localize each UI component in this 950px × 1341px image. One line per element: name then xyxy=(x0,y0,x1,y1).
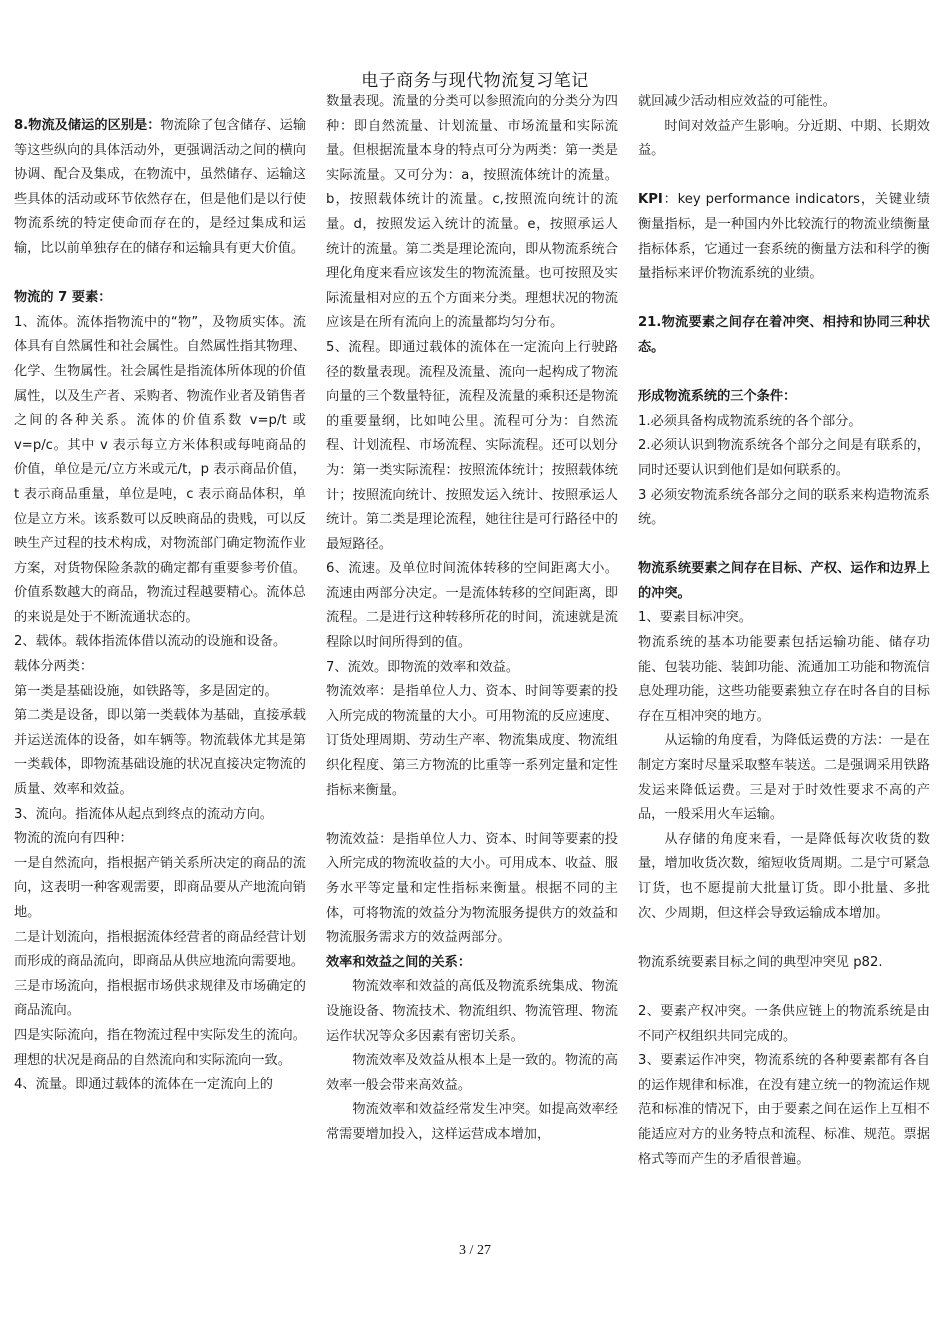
paragraph-text: ：key performance indicators，关键业绩衡量指标，是一种国内外比较流行的物流业绩衡量指标体系，它通过一套系统的衡量方法和科学的衡量指标来评价物流系统的业绩。 xyxy=(638,192,930,282)
paragraph-text: 5、流程。即通过载体的流体在一定流向上行驶路径的数量表现。流程及流量、流向一起构成了物流向量的三个数量特征，流程及流量的乘积还是物流的重要量纲，比如吨公里。流程可分为：自然流程、计划流程、市场流程、实际流程。还可以划分为：第一类实际流程：按照流体统计；按照载体统计；按照流向统计、按照发运入统计、按照承运人统计。第二类是理论流程，她往往是可行路径中的最短路径。 xyxy=(326,339,618,552)
paragraph xyxy=(14,827,306,852)
paragraph-text: 物流系统的基本功能要素包括运输功能、储存功能、包装功能、装卸功能、流通加工功能和物流信息处理功能，这些功能要素独立存在时各自的目标存在互相冲突的地方。 xyxy=(638,635,930,724)
text-column-right xyxy=(638,90,930,1172)
paragraph-text: 1.必须具备构成物流系统的各个部分。 xyxy=(638,413,862,429)
paragraph-text: 2、载体。载体指流体借以流动的设施和设备。 xyxy=(14,634,287,650)
blank-line xyxy=(638,361,930,386)
paragraph-text: 数量表现。流量的分类可以参照流向的分类分为四种：即自然流量、计划流量、市场流量和实际流量。但根据流量本身的特点可分为两类：第一类是实际流量。又可分为：a，按照流体统计的流量。b，按照载体统计的流量。c,按照流向统计的流量。d，按照发运入统计的流量。e，按照承运人统计的流量。第二类是理论流向，即从物流系统合理化角度来看应该发生的物流流量。也可按照及实际流量相对应的五个方面来分类。理想状况的物流应该是在所有流向上的流量都均匀分布。 xyxy=(326,94,618,331)
paragraph xyxy=(14,311,306,631)
section-heading xyxy=(638,557,930,606)
paragraph xyxy=(326,1098,618,1147)
paragraph xyxy=(638,1000,930,1049)
paragraph xyxy=(326,90,618,336)
paragraph xyxy=(638,729,930,827)
paragraph-text: 一是自然流向，指根据产销关系所决定的商品的流向，这表明一种客观需要，即商品要从产地流向销地。 xyxy=(14,855,306,920)
paragraph-text: 物流效率和效益的高低及物流系统集成、物流设施设备、物流技术、物流组织、物流管理、物流运作状况等众多因素有密切关系。 xyxy=(326,979,618,1044)
page-current: 3 xyxy=(459,1243,467,1258)
paragraph xyxy=(14,630,306,655)
paragraph xyxy=(14,655,306,680)
paragraph-text: 物流系统要素之间存在目标、产权、运作和边界上的冲突。 xyxy=(638,561,930,601)
paragraph-text: 从运输的角度看，为降低运费的方法：一是在制定方案时尽量采取整车装送。二是强调采用铁路发运来降低运费。三是对于时效性要求不高的产品，一般采用火车运输。 xyxy=(638,733,930,823)
paragraph-text: 物流的流向有四种： xyxy=(14,831,133,847)
paragraph-text: 三是市场流向，指根据市场供求规律及市场确定的商品流向。 xyxy=(14,978,306,1019)
paragraph-text: 二是计划流向，指根据流体经营者的商品经营计划而形成的商品流向，即商品从供应地流向需要地。 xyxy=(14,929,306,970)
paragraph xyxy=(638,410,930,435)
paragraph-text: 物流除了包含储存、运输等这些纵向的具体活动外，更强调活动之间的横向协调、配合及集成，在物流中，虽然储存、运输这些具体的活动或环节依然存在，但是他们是以行使物流系统的特定使命而存在的，是经过集成和运输，比以前单独存在的储存和运输具有更大价值。 xyxy=(14,118,307,256)
blank-line xyxy=(14,262,306,287)
bold-lead: 8.物流及储运的区别是： xyxy=(14,118,161,133)
paragraph xyxy=(14,1073,306,1098)
paragraph-text: 21.物流要素之间存在着冲突、相持和协同三种状态。 xyxy=(638,315,930,355)
paragraph xyxy=(638,434,930,483)
bold-lead: KPI xyxy=(638,192,663,208)
paragraph-text: 第一类是基础设施，如铁路等，多是固定的。 xyxy=(14,683,278,699)
paragraph-text: 就回减少活动相应效益的可能性。 xyxy=(638,94,836,109)
paragraph xyxy=(638,90,930,115)
section-heading xyxy=(638,311,930,360)
paragraph xyxy=(638,631,930,729)
section-heading xyxy=(638,385,930,410)
paragraph xyxy=(638,188,930,286)
paragraph xyxy=(326,656,618,681)
blank-line xyxy=(638,533,930,558)
paragraph xyxy=(638,828,930,926)
blank-line xyxy=(326,803,618,828)
paragraph-text: 形成物流系统的三个条件： xyxy=(638,389,797,405)
paragraph xyxy=(638,1049,930,1172)
paragraph-text: 1、流体。流体指物流中的“物”，及物质实体。流体具有自然属性和社会属性。自然属性指其物理、化学、生物属性。社会属性是指流体所体现的价值属性，以及生产者、采购者、物流作业者及销售者之间的各种关系。流体的价值系数 v=p/t 或 v=p/c。其中 v 表示每立方米体积或每吨商品的价值，单位是元/立方米或元/t，p 表示商品价值，t 表示商品重量，单位是吨，c 表示商品体积，单位是立方米。该系数可以反映商品的贵贱，可以反映生产过程的技术构成，对物流部门确定物流作业方案，对货物保险条款的确定都有重要参考价值。价值系数越大的商品，物流过程越要精心。流体总的来说是处于不断流通状态的。 xyxy=(14,314,306,625)
paragraph xyxy=(638,606,930,631)
paragraph-text: 3、要素运作冲突，物流系统的各种要素都有各自的运作规律和标准，在没有建立统一的物流运作规范和标准的情况下，由于要素之间在运作上互相不能适应对方的业务特点和流程、标准、规范。票据格式等而产生的矛盾很普遍。 xyxy=(638,1053,930,1167)
paragraph xyxy=(638,484,930,533)
paragraph xyxy=(326,828,618,951)
paragraph xyxy=(14,680,306,705)
paragraph-text: 时间对效益产生影响。分近期、中期、长期效益。 xyxy=(638,118,930,159)
section-heading xyxy=(326,951,618,976)
document-title: 电子商务与现代物流复习笔记 xyxy=(361,71,589,91)
paragraph-text: 6、流速。及单位时间流体转移的空间距离大小。流速由两部分决定。一是流体转移的空间距离，即流程。二是进行这种转移所花的时间，流速就是流程除以时间所得到的值。 xyxy=(326,561,618,651)
paragraph-text: 效率和效益之间的关系： xyxy=(326,954,472,970)
paragraph-text: 物流效益：是指单位人力、资本、时间等要素的投入所完成的物流收益的大小。可用成本、收益、服务水平等定量和定性指标来衡量。根据不同的主体，可将物流的效益分为物流服务提供方的效益和物流服务需求方的效益两部分。 xyxy=(326,831,618,946)
paragraph-text: 4、流量。即通过载体的流体在一定流向上的 xyxy=(14,1077,273,1093)
paragraph-text: 载体分两类： xyxy=(14,659,94,675)
paragraph-text: 第二类是设备，即以第一类载体为基础，直接承载并运送流体的设备，如车辆等。物流载体尤其是第一类载体，即物流基础设施的状况直接决定物流的质量、效率和效益。 xyxy=(14,708,306,798)
page-total: 27 xyxy=(476,1243,491,1258)
paragraph xyxy=(326,975,618,1049)
paragraph-text: 3 必须安物流系统各部分之间的联系来构造物流系统。 xyxy=(638,487,930,528)
text-column-left xyxy=(14,114,306,1098)
paragraph xyxy=(14,1024,306,1073)
paragraph-text: 2、要素产权冲突。一条供应链上的物流系统是由不同产权组织共同完成的。 xyxy=(638,1003,930,1044)
paragraph-text: 物流的 7 要素： xyxy=(14,290,112,306)
blank-line xyxy=(638,287,930,312)
blank-line xyxy=(638,975,930,1000)
paragraph xyxy=(326,336,618,557)
paragraph-text: 3、流向。指流体从起点到终点的流动方向。 xyxy=(14,806,273,822)
paragraph xyxy=(14,704,306,802)
paragraph xyxy=(14,803,306,828)
paragraph-text: 四是实际流向，指在物流过程中实际发生的流向。理想的状况是商品的自然流向和实际流向一致。 xyxy=(14,1027,306,1068)
paragraph xyxy=(14,852,306,926)
paragraph-text: 7、流效。即物流的效率和效益。 xyxy=(326,659,520,675)
paragraph xyxy=(14,975,306,1024)
blank-line xyxy=(638,926,930,951)
text-column-middle xyxy=(326,90,618,1148)
paragraph-text: 1、要素目标冲突。 xyxy=(638,610,752,626)
paragraph-text: 从存储的角度来看，一是降低每次收货的数量，增加收货次数，缩短收货周期。二是宁可紧急订货，也不愿提前大批量订货。即小批量、多批次、少周期，但这样会导致运输成本增加。 xyxy=(638,831,930,921)
paragraph xyxy=(638,951,930,976)
page-separator: / xyxy=(466,1243,477,1258)
paragraph xyxy=(14,926,306,975)
paragraph-text: 物流系统要素目标之间的典型冲突见 p82. xyxy=(638,954,883,970)
blank-line xyxy=(638,164,930,189)
paragraph xyxy=(14,114,306,262)
page-indicator xyxy=(0,1243,950,1259)
paragraph-text: 物流效率：是指单位人力、资本、时间等要素的投入所完成的物流量的大小。可用物流的反应速度、订货处理周期、劳动生产率、物流集成度、物流组织化程度、第三方物流的比重等一系列定量和定性指标来衡量。 xyxy=(326,684,618,798)
paragraph-text: 2.必须认识到物流系统各个部分之间是有联系的，同时还要认识到他们是如何联系的。 xyxy=(638,438,930,478)
paragraph xyxy=(326,1049,618,1098)
paragraph-text: 物流效率和效益经常发生冲突。如提高效率经常需要增加投入，这样运营成本增加， xyxy=(326,1102,618,1142)
section-heading xyxy=(14,286,306,311)
paragraph-text: 物流效率及效益从根本上是一致的。物流的高效率一般会带来高效益。 xyxy=(326,1053,618,1093)
paragraph xyxy=(326,680,618,803)
paragraph xyxy=(638,115,930,164)
paragraph xyxy=(326,557,618,655)
